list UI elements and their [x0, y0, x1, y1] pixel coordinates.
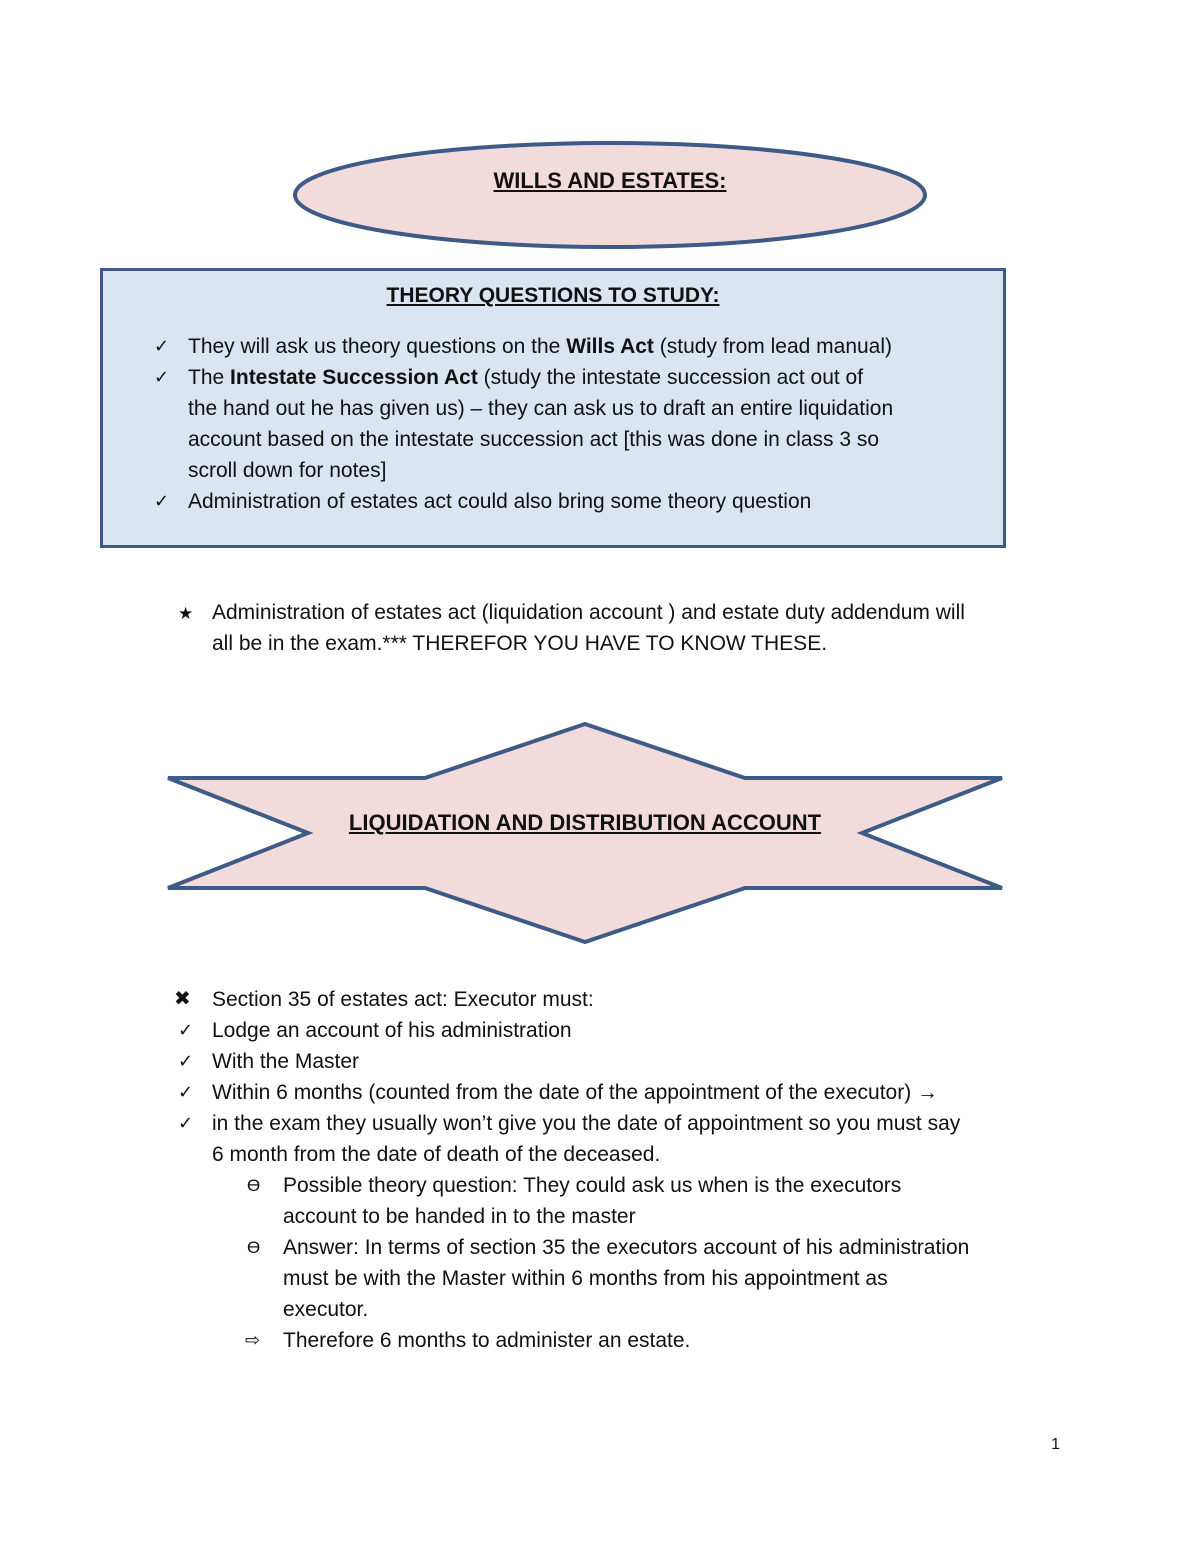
sub-bullet-icon: ϴ [247, 1238, 261, 1257]
document-title: WILLS AND ESTATES: [493, 168, 727, 193]
theory-item-2-line-2: the hand out he has given us) – they can ask us to draft an entire liquidation [188, 397, 894, 420]
arrow-item [245, 1325, 691, 1356]
check-icon: ✓ [154, 367, 170, 387]
section35-item-3 [178, 1077, 939, 1108]
section35-item-4-text: in the exam they usually won’t give you the date of appointment so you must say [212, 1112, 961, 1135]
theory-item-3-text: Administration of estates act could also bring some theory question [188, 490, 812, 513]
exam-note [178, 597, 965, 628]
section-title: LIQUIDATION AND DISTRIBUTION ACCOUNT [348, 810, 822, 835]
theory-item-1-text: They will ask us theory questions on the [188, 335, 567, 358]
sub-item-2-text: Answer: In terms of section 35 the executors account of his administration [283, 1236, 970, 1259]
theory-item-2-text: The [188, 366, 231, 389]
arrow-item-text: Therefore 6 months to administer an estate. [283, 1329, 691, 1352]
sub-item-2-line-3: executor. [283, 1298, 369, 1321]
theory-item-1-rest: (study from lead manual) [653, 335, 893, 358]
cross-bullet-icon: ✖ [174, 988, 191, 1010]
exam-note-line-2: all be in the exam.*** THEREFOR YOU HAVE TO KNOW THESE. [212, 632, 828, 655]
page-number: 1 [1051, 1436, 1060, 1453]
check-icon: ✓ [178, 1113, 194, 1133]
section35-item-2 [178, 1046, 360, 1077]
arrow-bullet-icon: ⇨ [245, 1330, 261, 1350]
theory-item-2 [154, 362, 864, 393]
sub-item-1-line-2: account to be handed in to the master [283, 1205, 636, 1228]
theory-item-1 [154, 331, 893, 362]
check-icon: ✓ [154, 491, 170, 511]
theory-item-1-bold: Wills Act [566, 335, 654, 358]
section35-heading [174, 984, 594, 1015]
sub-item-2-line-2: must be with the Master within 6 months from his appointment as [283, 1267, 888, 1290]
sub-bullet-icon: ϴ [247, 1176, 261, 1195]
sub-item-1-text: Possible theory question: They could ask us when is the executors [283, 1174, 902, 1197]
sub-item-1 [247, 1170, 902, 1201]
section35-item-1-text: Lodge an account of his administration [212, 1019, 572, 1042]
section35-item-2-text: With the Master [212, 1050, 360, 1073]
theory-item-2-rest: (study the intestate succession act out of [477, 366, 864, 389]
section35-item-3-text: Within 6 months (counted from the date of the appointment of the executor) → [212, 1081, 939, 1104]
theory-item-2-line-4: scroll down for notes] [188, 459, 387, 482]
title-ellipse [280, 140, 940, 260]
check-icon: ✓ [178, 1051, 194, 1071]
exam-note-line-1: Administration of estates act (liquidation account ) and estate duty addendum will [212, 601, 965, 624]
sub-item-2 [247, 1232, 970, 1263]
check-icon: ✓ [178, 1082, 194, 1102]
check-icon: ✓ [154, 336, 170, 356]
theory-item-2-bold: Intestate Succession Act [230, 366, 478, 389]
star-bullet-icon: ★ [178, 604, 194, 623]
theory-item-2-line-3: account based on the intestate succession act [this was done in class 3 so [188, 428, 880, 451]
section35-item-1 [178, 1015, 572, 1046]
theory-box-title: THEORY QUESTIONS TO STUDY: [386, 284, 720, 307]
theory-item-3 [154, 486, 812, 517]
check-icon: ✓ [178, 1020, 194, 1040]
section35-item-4-line-2: 6 month from the date of death of the deceased. [212, 1143, 661, 1166]
section35-heading-text: Section 35 of estates act: Executor must: [212, 988, 594, 1011]
section35-item-4 [178, 1108, 961, 1139]
